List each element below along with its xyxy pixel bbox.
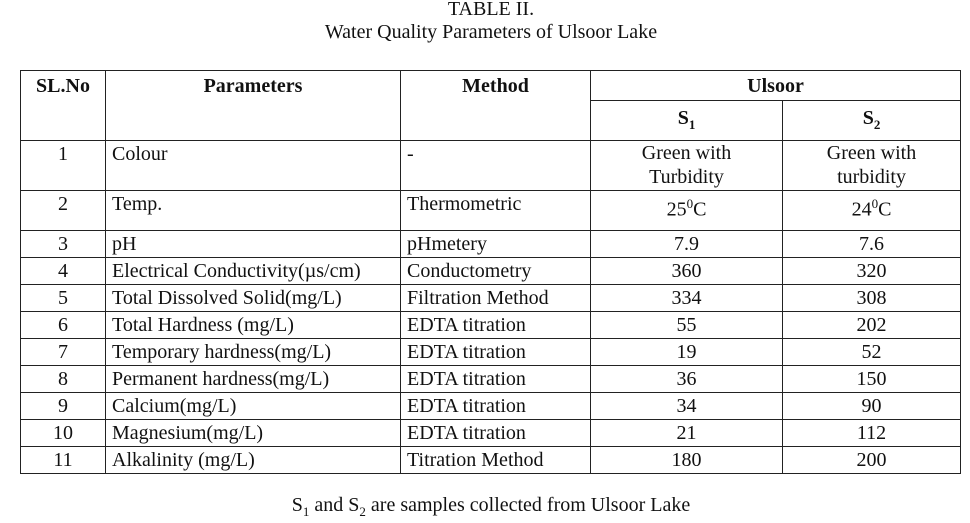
cell-s2: 308 xyxy=(783,285,961,312)
table-row xyxy=(21,231,961,258)
cell-s1: 19 xyxy=(591,339,783,366)
cell-s2: 320 xyxy=(783,258,961,285)
cell-method: EDTA titration xyxy=(401,420,591,447)
cell-s2: 52 xyxy=(783,339,961,366)
table-row xyxy=(21,258,961,285)
cell-parameter: Alkalinity (mg/L) xyxy=(106,447,401,474)
cell-s2-value: 24 xyxy=(851,198,872,221)
cell-parameter: Total Dissolved Solid(mg/L) xyxy=(106,285,401,312)
cell-s2: 90 xyxy=(783,393,961,420)
cell-s2-line1: Green with xyxy=(826,142,917,164)
header-s1 xyxy=(591,101,783,141)
table-row xyxy=(21,191,961,231)
cell-parameter: Total Hardness (mg/L) xyxy=(106,312,401,339)
cell-s2: 202 xyxy=(783,312,961,339)
cell-parameter: Calcium(mg/L) xyxy=(106,393,401,420)
cell-method: EDTA titration xyxy=(401,366,591,393)
cell-s2-line2: turbidity xyxy=(837,166,906,188)
header-method: Method xyxy=(401,71,591,141)
cell-s2-unit: C xyxy=(878,198,892,221)
cell-method: - xyxy=(401,141,591,191)
cell-method: pHmetery xyxy=(401,231,591,258)
cell-method: Conductometry xyxy=(401,258,591,285)
table-title: Water Quality Parameters of Ulsoor Lake xyxy=(324,21,658,43)
header-s2-letter: S xyxy=(862,107,874,129)
cell-s1: 7.9 xyxy=(591,231,783,258)
cell-method: EDTA titration xyxy=(401,312,591,339)
cell-s1: 36 xyxy=(591,366,783,393)
table-row xyxy=(21,339,961,366)
cell-s1-line2: Turbidity xyxy=(649,166,724,188)
cell-s1: 334 xyxy=(591,285,783,312)
cell-parameter: Colour xyxy=(106,141,401,191)
header-s1-sub: 1 xyxy=(688,117,696,132)
cell-sl: 3 xyxy=(21,231,106,258)
cell-s2 xyxy=(783,141,961,191)
cell-s1: 21 xyxy=(591,420,783,447)
footnote-s2-sub: 2 xyxy=(359,504,366,519)
cell-s1: 360 xyxy=(591,258,783,285)
cell-s1 xyxy=(591,141,783,191)
cell-s2: 7.6 xyxy=(783,231,961,258)
table-row xyxy=(21,447,961,474)
cell-parameter: Permanent hardness(mg/L) xyxy=(106,366,401,393)
header-ulsoor: Ulsoor xyxy=(591,71,961,101)
header-row xyxy=(21,71,961,101)
cell-method: Filtration Method xyxy=(401,285,591,312)
footnote-s1-letter: S xyxy=(291,494,303,516)
table-row xyxy=(21,393,961,420)
table-footnote xyxy=(0,494,970,523)
table-label: TABLE II. xyxy=(447,0,535,20)
footnote-s2-letter: S xyxy=(348,494,360,516)
cell-s1-line1: Green with xyxy=(641,142,732,164)
cell-sl: 6 xyxy=(21,312,106,339)
header-s1-letter: S xyxy=(677,107,689,129)
cell-s2: 150 xyxy=(783,366,961,393)
footnote-s1-sub: 1 xyxy=(302,504,310,519)
cell-sl: 10 xyxy=(21,420,106,447)
cell-method: EDTA titration xyxy=(401,393,591,420)
cell-parameter: Magnesium(mg/L) xyxy=(106,420,401,447)
table-row xyxy=(21,312,961,339)
header-s2-sub: 2 xyxy=(873,117,881,132)
cell-s1 xyxy=(591,191,783,231)
cell-sl: 1 xyxy=(21,141,106,191)
footnote-and: and xyxy=(309,494,349,516)
cell-s1: 180 xyxy=(591,447,783,474)
cell-method: Thermometric xyxy=(401,191,591,231)
header-parameters: Parameters xyxy=(106,71,401,141)
cell-sl: 7 xyxy=(21,339,106,366)
cell-sl: 8 xyxy=(21,366,106,393)
cell-parameter: Electrical Conductivity(µs/cm) xyxy=(106,258,401,285)
header-s2 xyxy=(783,101,961,141)
cell-sl: 4 xyxy=(21,258,106,285)
cell-s2 xyxy=(783,191,961,231)
cell-s2-degree: 0 xyxy=(871,196,879,211)
cell-s2: 112 xyxy=(783,420,961,447)
table-row xyxy=(21,285,961,312)
cell-sl: 11 xyxy=(21,447,106,474)
header-sl-no: SL.No xyxy=(21,71,106,141)
cell-s1-unit: C xyxy=(693,198,707,221)
cell-s1: 34 xyxy=(591,393,783,420)
table-row xyxy=(21,141,961,191)
cell-sl: 2 xyxy=(21,191,106,231)
table-row xyxy=(21,366,961,393)
cell-parameter: Temporary hardness(mg/L) xyxy=(106,339,401,366)
cell-s1-value: 25 xyxy=(666,198,687,221)
water-quality-table xyxy=(20,70,961,474)
cell-s1: 55 xyxy=(591,312,783,339)
cell-sl: 9 xyxy=(21,393,106,420)
cell-s2: 200 xyxy=(783,447,961,474)
cell-method: EDTA titration xyxy=(401,339,591,366)
cell-s1-degree: 0 xyxy=(686,196,694,211)
footnote-rest: are samples collected from Ulsoor Lake xyxy=(365,494,691,516)
table-row xyxy=(21,420,961,447)
cell-parameter: Temp. xyxy=(106,191,401,231)
cell-sl: 5 xyxy=(21,285,106,312)
cell-method: Titration Method xyxy=(401,447,591,474)
cell-parameter: pH xyxy=(106,231,401,258)
